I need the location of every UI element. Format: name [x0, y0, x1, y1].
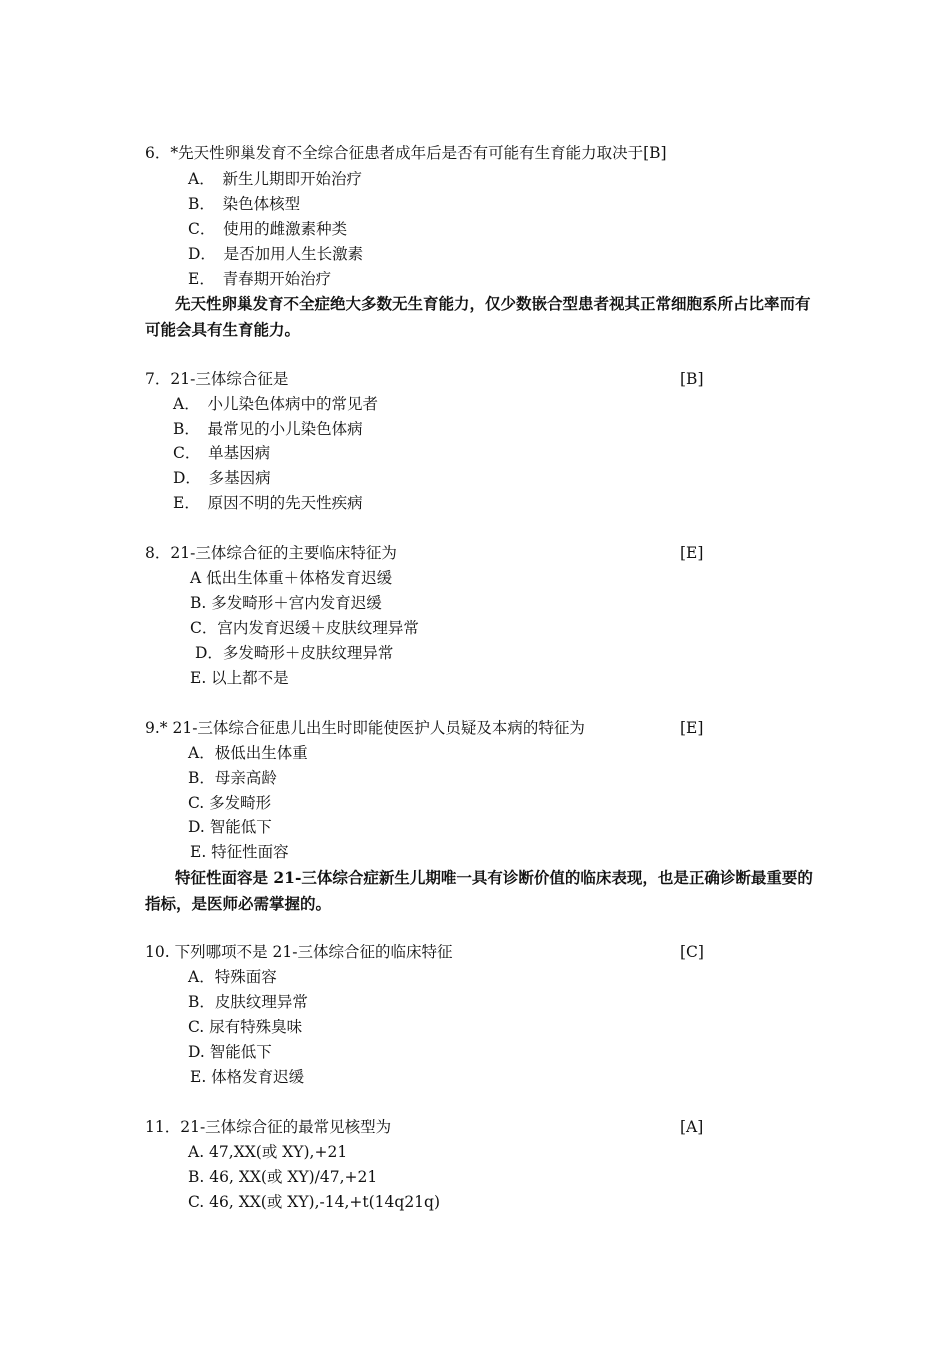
- question-8-option-e: E. 以上都不是: [190, 669, 289, 687]
- question-11-stem: 11．21-三体综合征的最常见核型为: [145, 1118, 392, 1136]
- question-6-option-b: B． 染色体核型: [188, 195, 301, 213]
- question-10-option-e: E. 体格发育迟缓: [190, 1068, 305, 1086]
- question-9-option-d: D. 智能低下: [188, 818, 272, 836]
- question-7-option-e: E． 原因不明的先天性疾病: [173, 494, 363, 512]
- question-9-explanation: 特征性面容是 21-三体综合症新生儿期唯一具有诊断价值的临床表现，也是正确诊断最重要的指标，是医师必需掌握的。: [145, 868, 813, 913]
- question-9-option-a: A．极低出生体重: [188, 744, 308, 762]
- question-7-stem: 7．21-三体综合征是: [145, 370, 289, 388]
- question-10-answer: [C]: [680, 943, 704, 961]
- question-8-answer: [E]: [680, 544, 704, 562]
- question-9-option-c: C. 多发畸形: [188, 794, 272, 812]
- question-10-option-c: C. 尿有特殊臭味: [188, 1018, 303, 1036]
- question-11-option-c: C. 46, XX(或 XY),-14,+t(14q21q): [188, 1193, 441, 1211]
- question-9-stem: 9.* 21-三体综合征患儿出生时即能使医护人员疑及本病的特征为: [145, 719, 585, 737]
- question-8-option-c: C．宫内发育迟缓＋皮肤纹理异常: [190, 619, 419, 637]
- question-10-option-d: D. 智能低下: [188, 1043, 272, 1061]
- question-7-option-c: C． 单基因病: [173, 444, 271, 462]
- question-11-answer: [A]: [680, 1118, 704, 1136]
- question-10-option-b: B．皮肤纹理异常: [188, 993, 308, 1011]
- question-11-option-b: B. 46, XX(或 XY)/47,+21: [188, 1168, 378, 1186]
- question-6-option-a: A． 新生儿期即开始治疗: [188, 170, 362, 188]
- question-10-stem: 10. 下列哪项不是 21-三体综合征的临床特征: [145, 943, 453, 961]
- question-7-option-d: D． 多基因病: [173, 469, 271, 487]
- question-8-option-d: D．多发畸形＋皮肤纹理异常: [195, 644, 394, 662]
- question-9-option-e: E. 特征性面容: [190, 843, 289, 861]
- question-11-option-a: A. 47,XX(或 XY),+21: [188, 1143, 348, 1161]
- question-8-stem: 8．21-三体综合征的主要临床特征为: [145, 544, 397, 562]
- question-7-option-b: B． 最常见的小儿染色体病: [173, 420, 363, 438]
- question-6-explanation: 先天性卵巢发育不全症绝大多数无生育能力，仅少数嵌合型患者视其正常细胞系所占比率而有可能会具有生育能力。: [145, 294, 811, 339]
- question-6-option-c: C． 使用的雌激素种类: [188, 220, 348, 238]
- question-6-option-e: E． 青春期开始治疗: [188, 270, 332, 288]
- question-6-stem: 6．*先天性卵巢发育不全综合征患者成年后是否有可能有生育能力取决于[B]: [145, 144, 667, 162]
- question-7-option-a: A． 小儿染色体病中的常见者: [173, 395, 378, 413]
- question-10-option-a: A．特殊面容: [188, 968, 277, 986]
- question-7-answer: [B]: [680, 370, 704, 388]
- question-9-option-b: B．母亲高龄: [188, 769, 277, 787]
- question-8-option-a: A 低出生体重＋体格发育迟缓: [190, 569, 393, 587]
- question-8-option-b: B. 多发畸形＋宫内发育迟缓: [190, 594, 382, 612]
- question-6-option-d: D． 是否加用人生长激素: [188, 245, 364, 263]
- question-9-answer: [E]: [680, 719, 704, 737]
